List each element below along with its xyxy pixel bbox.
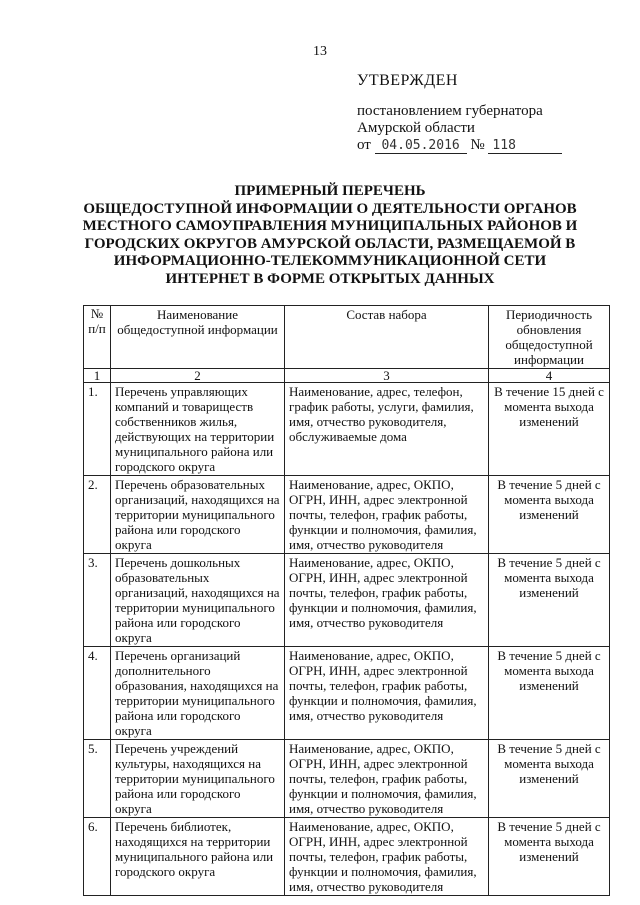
row-name: Перечень библиотек, находящихся на территории муниципального района или городского округа: [111, 818, 285, 896]
row-composition: Наименование, адрес, телефон, график работы, услуги, фамилия, имя, отчество руководителя, обслуживаемые дома: [285, 383, 489, 476]
row-composition: Наименование, адрес, ОКПО, ОГРН, ИНН, адрес электронной почты, телефон, график работы, функции и полномочия, фамилия, имя, отчество руководителя: [285, 554, 489, 647]
row-number: 4.: [84, 647, 111, 740]
column-number: 2: [111, 369, 285, 383]
row-composition: Наименование, адрес, ОКПО, ОГРН, ИНН, адрес электронной почты, телефон, график работы, функции и полномочия, фамилия, имя, отчество руководителя: [285, 740, 489, 818]
table-row: [84, 647, 610, 740]
column-number: 1: [84, 369, 111, 383]
column-number: 3: [285, 369, 489, 383]
row-composition: Наименование, адрес, ОКПО, ОГРН, ИНН, адрес электронной почты, телефон, график работы, функции и полномочия, фамилия, имя, отчество руководителя: [285, 818, 489, 896]
approval-line-2: Амурской области: [357, 120, 475, 136]
row-frequency: В течение 5 дней с момента выхода изменений: [489, 647, 610, 740]
document-title: [60, 183, 600, 288]
row-composition: Наименование, адрес, ОКПО, ОГРН, ИНН, адрес электронной почты, телефон, график работы, функции и полномочия, фамилия, имя, отчество руководителя: [285, 476, 489, 554]
row-frequency: В течение 5 дней с момента выхода изменений: [489, 818, 610, 896]
row-name: Перечень организаций дополнительного образования, находящихся на территории муниципального района или городского округа: [111, 647, 285, 740]
row-name: Перечень управляющих компаний и товариществ собственников жилья, действующих на территории муниципального района или городского округа: [111, 383, 285, 476]
approval-heading: УТВЕРЖДЕН: [357, 72, 458, 89]
title-line-5: ИНФОРМАЦИОННО-ТЕЛЕКОММУНИКАЦИОННОЙ СЕТИ: [113, 253, 547, 269]
approval-date: 04.05.2016: [375, 139, 467, 154]
row-number: 3.: [84, 554, 111, 647]
table-row: [84, 476, 610, 554]
approval-block: [357, 72, 597, 154]
number-prefix: №: [470, 137, 485, 153]
table-row: [84, 818, 610, 896]
table-row: [84, 554, 610, 647]
header-number: № п/п: [84, 306, 111, 369]
row-frequency: В течение 5 дней с момента выхода изменений: [489, 554, 610, 647]
row-frequency: В течение 5 дней с момента выхода изменений: [489, 740, 610, 818]
approval-date-line: [357, 137, 597, 154]
row-composition: Наименование, адрес, ОКПО, ОГРН, ИНН, адрес электронной почты, телефон, график работы, функции и полномочия, фамилия, имя, отчество руководителя: [285, 647, 489, 740]
title-line-6: ИНТЕРНЕТ В ФОРМЕ ОТКРЫТЫХ ДАННЫХ: [165, 270, 495, 287]
table-row: [84, 740, 610, 818]
column-number: 4: [489, 369, 610, 383]
row-name: Перечень учреждений культуры, находящихся на территории муниципального района или городского округа: [111, 740, 285, 818]
approval-number: 118: [488, 139, 562, 154]
header-name: Наименование общедоступной информации: [111, 306, 285, 369]
title-line-3: МЕСТНОГО САМОУПРАВЛЕНИЯ МУНИЦИПАЛЬНЫХ РАЙОНОВ И: [82, 218, 578, 234]
row-frequency: В течение 5 дней с момента выхода изменений: [489, 476, 610, 554]
row-number: 6.: [84, 818, 111, 896]
row-number: 5.: [84, 740, 111, 818]
approval-line-1: постановлением губернатора: [357, 103, 543, 119]
header-composition: Состав набора: [285, 306, 489, 369]
information-table: [83, 305, 610, 896]
table-header-row: [84, 306, 610, 369]
page-number: 13: [313, 44, 327, 59]
title-line-4: ГОРОДСКИХ ОКРУГОВ АМУРСКОЙ ОБЛАСТИ, РАЗМЕЩАЕМОЙ В: [84, 235, 576, 252]
title-line-2: ОБЩЕДОСТУПНОЙ ИНФОРМАЦИИ О ДЕЯТЕЛЬНОСТИ ОРГАНОВ: [83, 200, 577, 217]
title-line-1: ПРИМЕРНЫЙ ПЕРЕЧЕНЬ: [234, 183, 426, 199]
date-prefix: от: [357, 137, 371, 153]
row-name: Перечень образовательных организаций, находящихся на территории муниципального района или городского округа: [111, 476, 285, 554]
header-frequency: Периодичность обновления общедоступной информации: [489, 306, 610, 369]
row-number: 2.: [84, 476, 111, 554]
row-frequency: В течение 15 дней с момента выхода изменений: [489, 383, 610, 476]
row-name: Перечень дошкольных образовательных организаций, находящихся на территории муниципального района или городского округа: [111, 554, 285, 647]
row-number: 1.: [84, 383, 111, 476]
column-number-row: [84, 369, 610, 383]
table-row: [84, 383, 610, 476]
